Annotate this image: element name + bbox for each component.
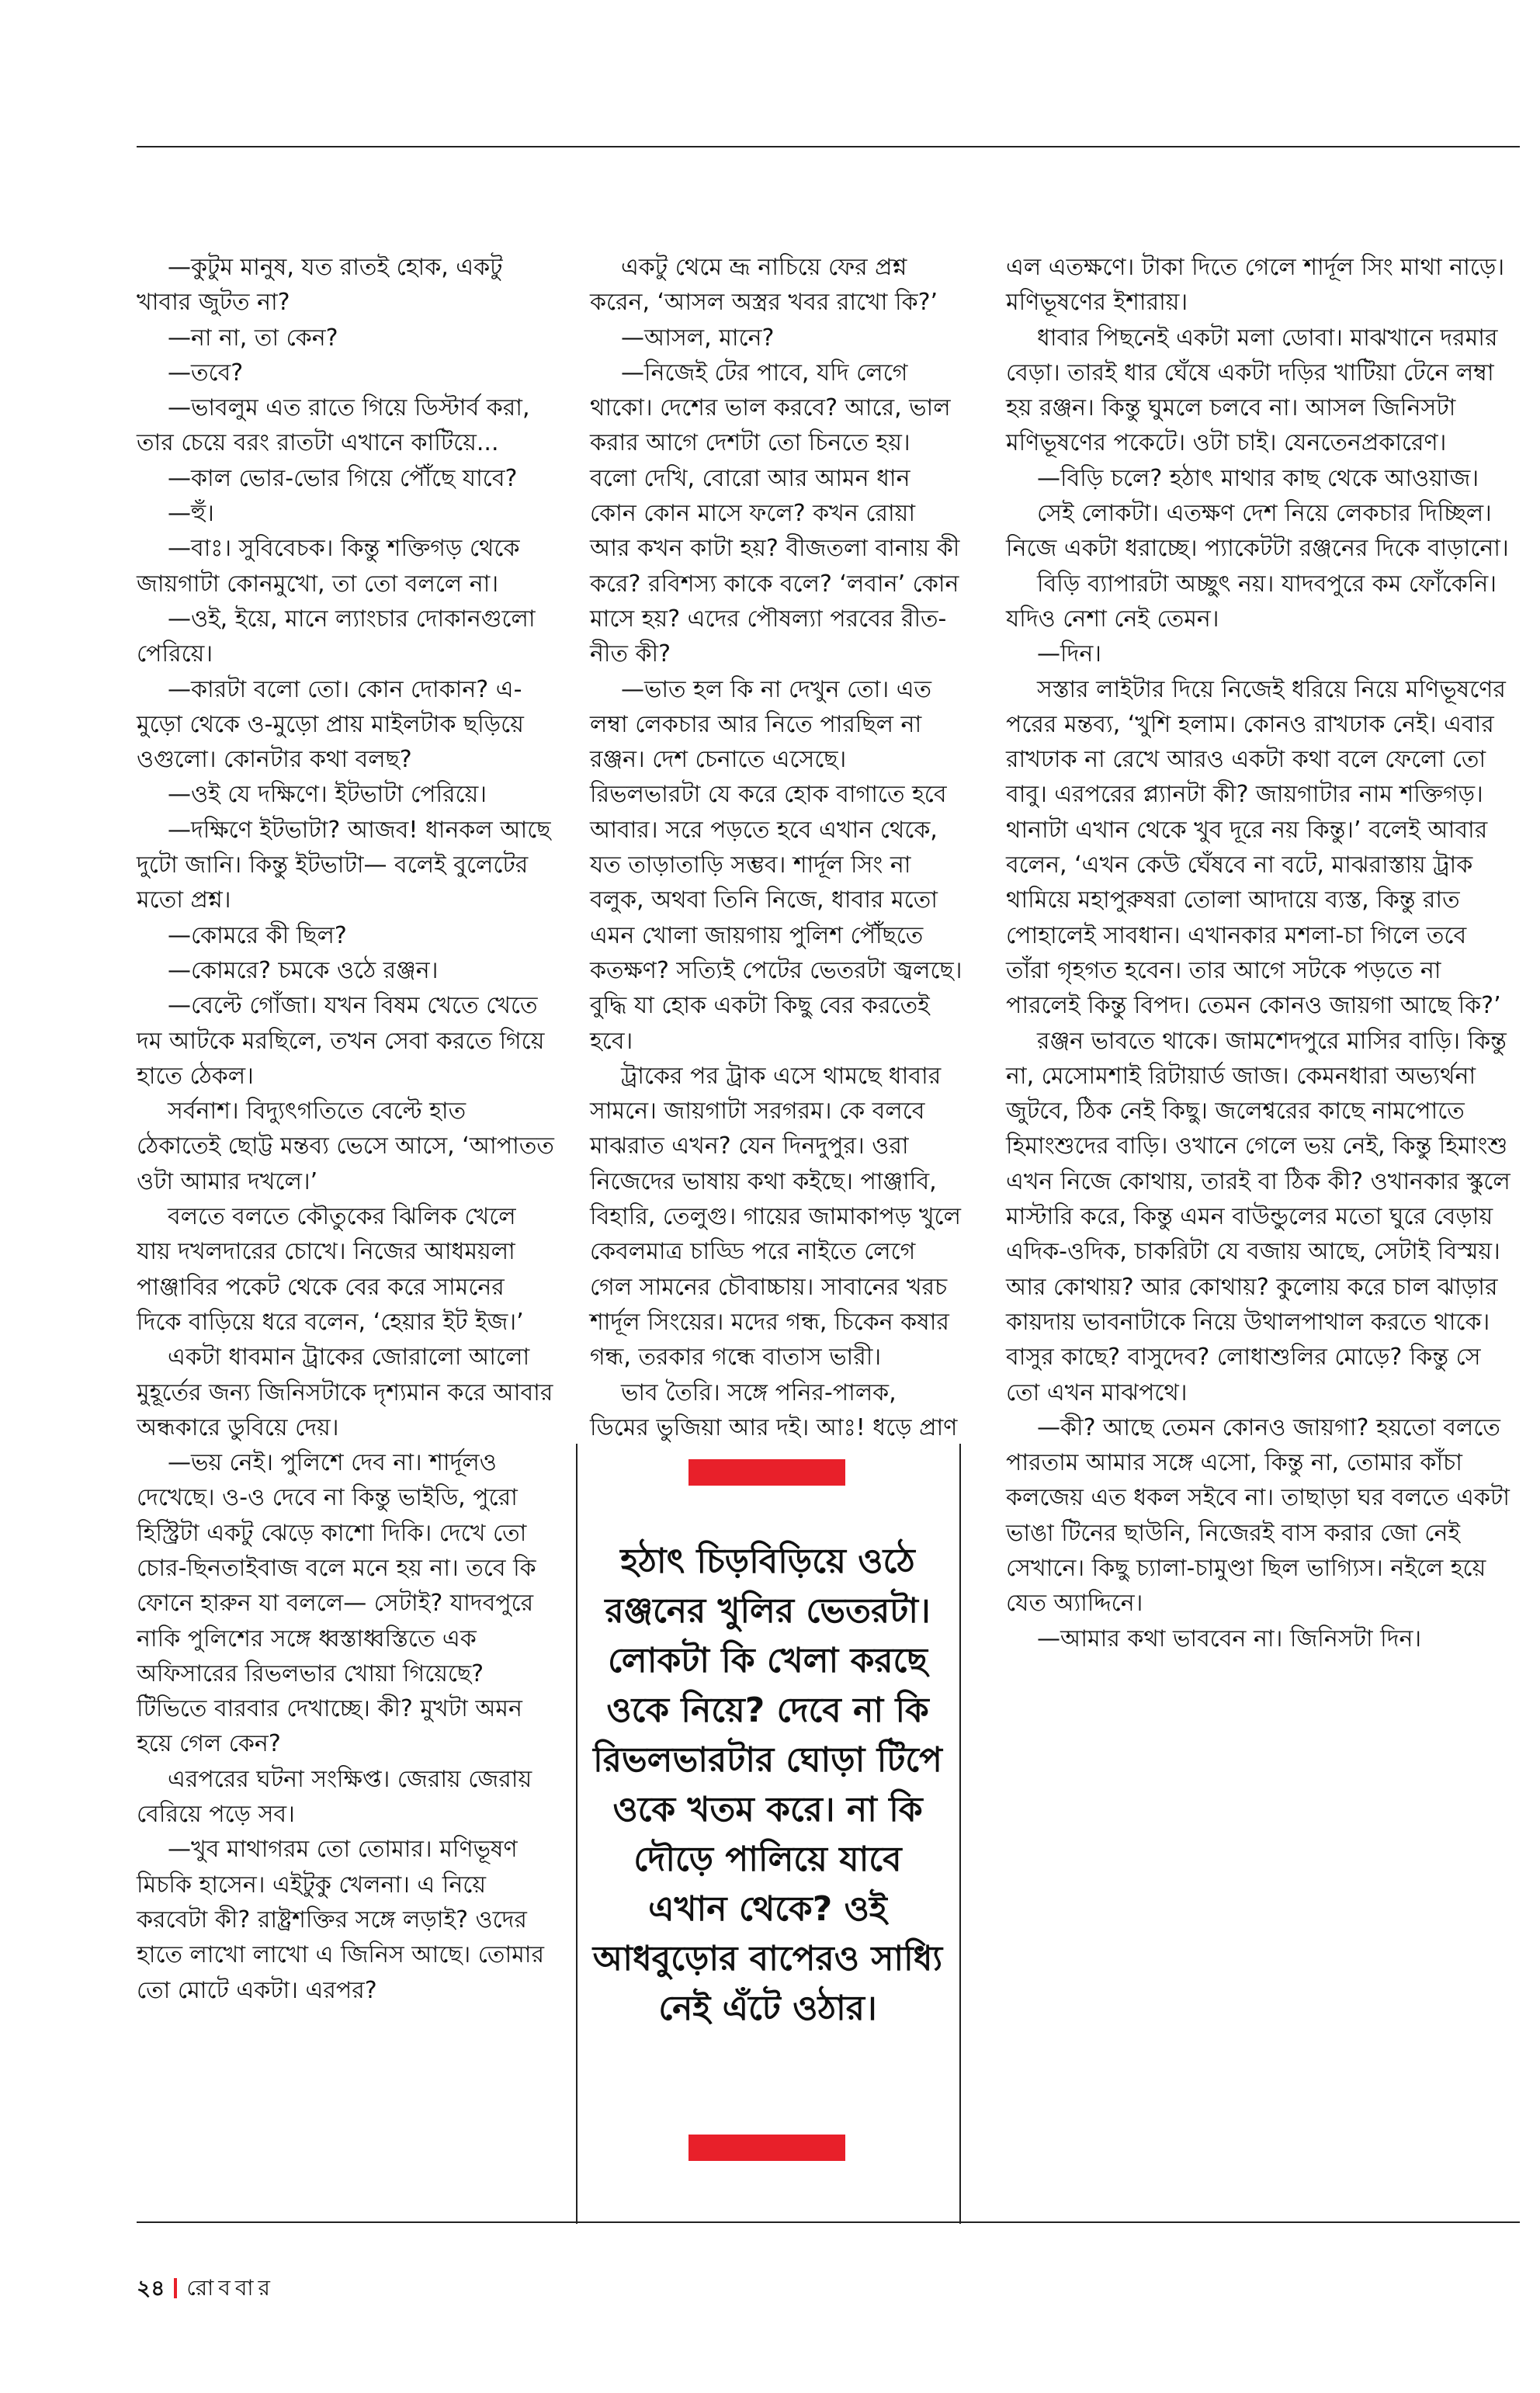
paragraph: বিড়ি ব্যাপারটা অচ্ছুৎ নয়। যাদবপুরে কম ফোঁকেনি। যদিও নেশা নেই তেমন।: [1006, 570, 1497, 633]
paragraph: —দক্ষিণে ইটভাটা? আজব! ধানকল আছে দুটো জানি। কিন্তু ইটভাটা— বলেই বুলেটের মতো প্রশ্ন।: [137, 816, 551, 914]
paragraph: —ওই, ইয়ে, মানে ল্যাংচার দোকানগুলো পেরিয়ে।: [137, 605, 536, 668]
paragraph: —তবে?: [168, 359, 244, 387]
paragraph: সস্তার লাইটার দিয়ে নিজেই ধরিয়ে নিয়ে মণিভূষণের পরের মন্তব্য, ‘খুশি হলাম। কোনও রাখঢাক নেই। এবার রাখঢাক না রেখে আরও একটা কথা বলে ফেলো তো বাবু। এরপরের প্ল্যানটা কী? জায়গাটার নাম শক্তিগড়। থানাটা এখান থেকে খুব দূরে নয় কিন্তু।’ বলেই আবার বলেন, ‘এখন কেউ ঘেঁষবে না বটে, মাঝরাস্তায় ট্রাক থামিয়ে মহাপুরুষরা তোলা আদায়ে ব্যস্ত, কিন্তু রাত পোহালেই সাবধান। এখানকার মশলা-চা গিলে তবে তাঁরা গৃহগত হবেন। তার আগে সটকে পড়তে না পারলেই কিন্তু বিপদ। তেমন কোনও জায়গা আছে কি?’: [1006, 675, 1506, 1020]
paragraph: —নিজেই টের পাবে, যদি লেগে থাকো। দেশের ভাল করবে? আরে, ভাল করার আগে দেশটা তো চিনতে হয়। বলো দেখি, বোরো আর আমন ধান কোন কোন মাসে ফলে? কখন রোয়া আর কখন কাটা হয়? বীজতলা বানায় কী করে? রবিশস্য কাকে বলে? ‘লবান’ কোন মাসে হয়? এদের পৌষল্যা পরবের রীত-নীত কী?: [590, 359, 960, 668]
paragraph: —ওই যে দক্ষিণে। ইটভাটা পেরিয়ে।: [168, 781, 487, 809]
pull-quote-box: [576, 1444, 959, 2224]
paragraph: —কী? আছে তেমন কোনও জায়গা? হয়তো বলতে পারতাম আমার সঙ্গে এসো, কিন্তু না, তোমার কাঁচা কলজেয় এত ধকল সইবে না। তাছাড়া ঘর বলতে একটা ভাঙা টিনের ছাউনি, নিজেরই বাস করার জো নেই সেখানে। কিছু চ্যালা-চামুণ্ডা ছিল ভাগ্যিস। নইলে হয়ে যেত অ্যাদ্দিনে।: [1006, 1413, 1510, 1618]
paragraph: —খুব মাথাগরম তো তোমার। মণিভূষণ মিচকি হাসেন। এইটুকু খেলনা। এ নিয়ে করবেটা কী? রাষ্ট্রশক্তির সঙ্গে লড়াই? ওদের হাতে লাখো লাখো এ জিনিস আছে। তোমার তো মোটে একটা। এরপর?: [137, 1836, 545, 2004]
paragraph: এরপরের ঘটনা সংক্ষিপ্ত। জেরায় জেরায় বেরিয়ে পড়ে সব।: [137, 1765, 532, 1829]
paragraph: ভাব তৈরি। সঙ্গে পনির-পালক, ডিমের ভুজিয়া আর দই। আঃ! ধড়ে প্রাণ: [590, 1379, 958, 1441]
pull-quote-bottom-bar: [688, 2135, 845, 2161]
article-column-1: [137, 250, 556, 2008]
paragraph: একটু থেমে ভ্রূ নাচিয়ে ফের প্রশ্ন করেন, ‘আসল অস্ত্রর খবর রাখো কি?’: [590, 254, 938, 317]
bottom-rule: [137, 2221, 1520, 2223]
paragraph: —কোমরে কী ছিল?: [168, 921, 347, 949]
article-column-3: [1006, 250, 1511, 1656]
paragraph: —ভয় নেই। পুলিশে দেব না। শার্দূলও দেখেছে। ও-ও দেবে না কিন্তু ভাইডি, পুরো হিস্ট্রিটা একটু ঝেড়ে কাশো দিকি। দেখে তো চোর-ছিনতাইবাজ বলে মনে হয় না। তবে কি ফোনে হারুন যা বললে— সেটাই? যাদবপুরে নাকি পুলিশের সঙ্গে ধ্বস্তাধ্বস্তিতে এক অফিসারের রিভলভার খোয়া গিয়েছে? টিভিতে বারবার দেখাচ্ছে। কী? মুখটা অমন হয়ে গেল কেন?: [137, 1449, 536, 1758]
paragraph: —কুটুম মানুষ, যত রাতই হোক, একটু খাবার জুটত না?: [137, 254, 503, 317]
article-column-2: [590, 250, 962, 1445]
paragraph: ট্রাকের পর ট্রাক এসে থামছে ধাবার সামনে। জায়গাটা সরগরম। কে বলবে মাঝরাত এখন? যেন দিনদুপুর। ওরা নিজেদের ভাষায় কথা কইছে। পাঞ্জাবি, বিহারি, তেলুগু। গায়ের জামাকাপড় খুলে কেবলমাত্র চাড্ডি পরে নাইতে লেগে গেল সামনের চৌবাচ্চায়। সাবানের খরচ শার্দূল সিংয়ের। মদের গন্ধ, চিকেন কষার গন্ধ, তরকার গন্ধে বাতাস ভারী।: [590, 1062, 961, 1372]
paragraph: ধাবার পিছনেই একটা মলা ডোবা। মাঝখানে দরমার বেড়া। তারই ধার ঘেঁষে একটা দড়ির খাটিয়া টেনে লম্বা হয় রঞ্জন। কিন্তু ঘুমলে চলবে না। আসল জিনিসটা মণিভূষণের পকেটে। ওটা চাই। যেনতেনপ্রকারেণ।: [1006, 324, 1498, 457]
page-number: ২৪: [137, 2275, 165, 2301]
paragraph: —ভাত হল কি না দেখুন তো। এত লম্বা লেকচার আর নিতে পারছিল না রঞ্জন। দেশ চেনাতে এসেছে। রিভলভারটা যে করে হোক বাগাতে হবে আবার। সরে পড়তে হবে এখান থেকে, যত তাড়াতাড়ি সম্ভব। শার্দূল সিং না বলুক, অথবা তিনি নিজে, ধাবার মতো এমন খোলা জায়গায় পুলিশ পৌঁছতে কতক্ষণ? সত্যিই পেটের ভেতরটা জ্বলছে। বুদ্ধি যা হোক একটা কিছু বের করতেই হবে।: [590, 675, 962, 1055]
paragraph: —বেল্টে গোঁজা। যখন বিষম খেতে খেতে দম আটকে মরছিলে, তখন সেবা করতে গিয়ে হাতে ঠেকল।: [137, 992, 545, 1090]
paragraph: সেই লোকটা। এতক্ষণ দেশ নিয়ে লেকচার দিচ্ছিল। নিজে একটা ধরাচ্ছে। প্যাকেটটা রঞ্জনের দিকে বাড়ানো।: [1006, 500, 1509, 563]
top-rule: [137, 146, 1520, 147]
pull-quote: হঠাৎ চিড়বিড়িয়ে ওঠে রঞ্জনের খুলির ভেতরটা। লোকটা কি খেলা করছে ওকে নিয়ে? দেবে না কি রিভলভারটার ঘোড়া টিপে ওকে খতম করে। না কি দৌড়ে পালিয়ে যাবে এখান থেকে? ওই আধবুড়োর বাপেরও সাধ্যি নেই এঁটে ওঠার।: [592, 1542, 943, 2028]
paragraph: —বাঃ। সুবিবেচক। কিন্তু শক্তিগড় থেকে জায়গাটা কোনমুখো, তা তো বললে না।: [137, 535, 520, 598]
page-footer: [137, 2271, 275, 2308]
paragraph: —না না, তা কেন?: [168, 324, 338, 352]
paragraph: —কারটা বলো তো। কোন দোকান? এ-মুড়ো থেকে ও-মুড়ো প্রায় মাইলটাক ছড়িয়ে ওগুলো। কোনটার কথা বলছ?: [137, 675, 524, 774]
footer-separator: [174, 2278, 177, 2298]
magazine-name: রোববার: [186, 2275, 275, 2301]
column-divider-rule: [959, 1444, 961, 2224]
paragraph: —হুঁ।: [168, 500, 214, 528]
paragraph: রঞ্জন ভাবতে থাকে। জামশেদপুরে মাসির বাড়ি। কিন্তু না, মেসোমশাই রিটায়ার্ড জাজ। কেমনধারা অভ্যর্থনা জুটবে, ঠিক নেই কিছু। জলেশ্বরের কাছে নামপোতে হিমাংশুদের বাড়ি। ওখানে গেলে ভয় নেই, কিন্তু হিমাংশু এখন নিজে কোথায়, তারই বা ঠিক কী? ওখানকার স্কুলে মাস্টারি করে, কিন্তু এমন বাউন্ডুলের মতো ঘুরে বেড়ায় এদিক-ওদিক, চাকরিটা যে বজায় আছে, সেটাই বিস্ময়। আর কোথায়? আর কোথায়? কুলোয় করে চাল ঝাড়ার কায়দায় ভাবনাটাকে নিয়ে উথালপাথাল করতে থাকে। বাসুর কাছে? বাসুদেব? লোধাশুলির মোড়ে? কিন্তু সে তো এখন মাঝপথে।: [1006, 1027, 1511, 1406]
pull-quote-top-bar: [688, 1459, 845, 1486]
paragraph: —আমার কথা ভাববেন না। জিনিসটা দিন।: [1037, 1625, 1422, 1653]
paragraph: —আসল, মানে?: [621, 324, 775, 352]
paragraph: একটা ধাবমান ট্রাকের জোরালো আলো মুহূর্তের জন্য জিনিসটাকে দৃশ্যমান করে আবার অন্ধকারে ডুবিয়ে দেয়।: [137, 1344, 553, 1441]
paragraph: বলতে বলতে কৌতুকের ঝিলিক খেলে যায় দখলদারের চোখে। নিজের আধময়লা পাঞ্জাবির পকেট থেকে বের করে সামনের দিকে বাড়িয়ে ধরে বলেন, ‘হেয়ার ইট ইজ।’: [137, 1203, 524, 1336]
paragraph: —কাল ভোর-ভোর গিয়ে পৌঁছে যাবে?: [168, 464, 518, 492]
paragraph: —ভাবলুম এত রাতে গিয়ে ডিস্টার্ব করা, তার চেয়ে বরং রাতটা এখানে কাটিয়ে...: [137, 394, 530, 457]
paragraph: এল এতক্ষণে। টাকা দিতে গেলে শার্দূল সিং মাথা নাড়ে। মণিভূষণের ইশারায়।: [1006, 254, 1505, 317]
paragraph: সর্বনাশ। বিদ্যুৎগতিতে বেল্টে হাত ঠেকাতেই ছোট্ট মন্তব্য ভেসে আসে, ‘আপাতত ওটা আমার দখলে।’: [137, 1098, 554, 1195]
paragraph: —দিন।: [1037, 640, 1101, 668]
paragraph: —কোমরে? চমকে ওঠে রঞ্জন।: [168, 956, 439, 984]
paragraph: —বিড়ি চলে? হঠাৎ মাথার কাছ থেকে আওয়াজ।: [1037, 464, 1479, 492]
